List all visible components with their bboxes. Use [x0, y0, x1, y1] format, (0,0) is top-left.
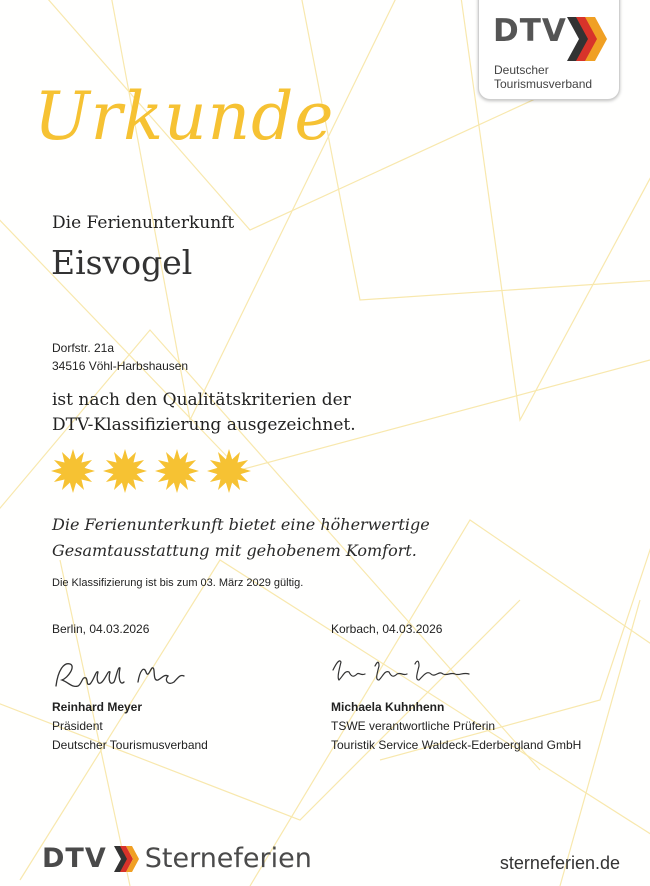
address	[52, 339, 188, 375]
right-place-date: Korbach, 04.03.2026	[331, 622, 443, 636]
left-signatory-org: Deutscher Tourismusverband	[52, 738, 208, 752]
right-signatory-role: TSWE verantwortliche Prüferin	[331, 719, 496, 733]
right-signatory	[331, 698, 581, 755]
description-line2: Gesamtausstattung mit gehobenem Komfort.	[52, 541, 417, 560]
left-place-date: Berlin, 04.03.2026	[52, 622, 150, 636]
description-line1: Die Ferienunterkunft bietet eine höherwertige	[52, 515, 430, 534]
signature-michaela-kuhnhenn	[331, 652, 471, 696]
dtv-logo	[478, 0, 620, 100]
certificate-title: Urkunde	[34, 78, 335, 155]
address-street: Dorfstr. 21a	[52, 341, 115, 355]
address-city: 34516 Vöhl-Harbshausen	[52, 359, 189, 373]
footer-brand-name: Sterneferien	[144, 843, 312, 874]
logo-subtitle	[494, 63, 592, 91]
star-icon	[206, 448, 252, 494]
footer-url: sterneferien.de	[499, 853, 620, 873]
star-icon	[154, 448, 200, 494]
footer-brand-abbr: DTV	[42, 843, 107, 874]
dtv-chevrons-icon	[565, 13, 609, 65]
right-signatory-org: Touristik Service Waldeck-Ederbergland GmbH	[331, 738, 582, 752]
left-signatory-name: Reinhard Meyer	[52, 700, 143, 714]
star-icon	[50, 448, 96, 494]
criteria-text	[52, 388, 356, 438]
signature-reinhard-meyer	[52, 652, 192, 696]
criteria-line2: DTV-Klassifizierung ausgezeichnet.	[52, 415, 356, 435]
intro-text: Die Ferienunterkunft	[52, 213, 235, 233]
star-icon	[102, 448, 148, 494]
left-signatory-role: Präsident	[52, 719, 103, 733]
description-text	[52, 512, 430, 564]
logo-line1: Deutscher	[494, 63, 549, 77]
left-signatory	[52, 698, 208, 755]
criteria-line1: ist nach den Qualitätskriterien der	[52, 390, 351, 410]
right-signatory-name: Michaela Kuhnhenn	[331, 700, 445, 714]
logo-abbr: DTV	[493, 13, 567, 49]
footer-chevrons-icon	[113, 844, 141, 874]
sterneferien-logo	[42, 843, 312, 874]
logo-line2: Tourismusverband	[494, 77, 593, 91]
property-name: Eisvogel	[51, 243, 193, 282]
star-rating	[50, 448, 252, 496]
validity-text: Die Klassifizierung ist bis zum 03. März 2029 gültig.	[52, 577, 304, 589]
